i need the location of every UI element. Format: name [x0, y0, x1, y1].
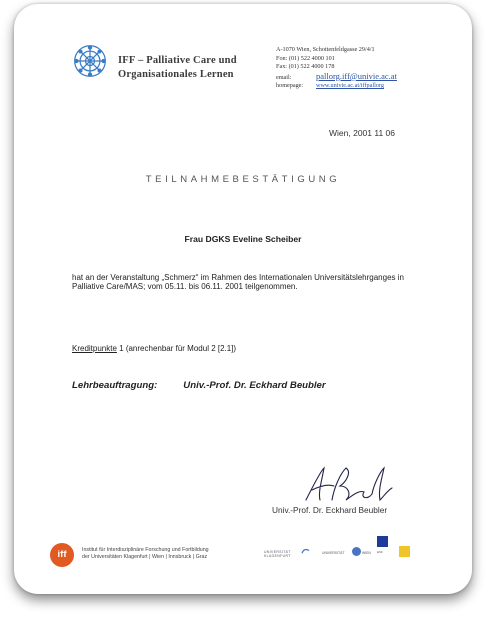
- wien-label: WIEN: [362, 551, 371, 555]
- fon-label: Fon:: [276, 54, 288, 62]
- organization-name: IFF – Palliative Care und Organisationales Lernen: [118, 55, 237, 80]
- email-link[interactable]: pallorg.iff@univie.ac.at: [316, 70, 397, 81]
- homepage-label: homepage:: [276, 82, 304, 90]
- lehr-label: Lehrbeauftragung:: [72, 380, 158, 391]
- credit-text: 1 (anrechenbar für Modul 2 [2.1]): [116, 344, 237, 353]
- fax-value: (01) 522 4000 178: [288, 63, 335, 71]
- document-page: [14, 4, 472, 594]
- address: A-1070 Wien, Schottenfeldgasse 29/4/1: [276, 46, 375, 53]
- document-date: Wien, 2001 11 06: [329, 128, 395, 138]
- credit-points: [72, 344, 236, 353]
- document-title: TEILNAHMEBESTÄTIGUNG: [145, 174, 341, 185]
- institute-text: Institut für Interdisziplinäre Forschung und Fortbildung der Universitäten Klagenfurt | Wien | Innsbruck | Graz: [82, 547, 209, 561]
- signature-name: Univ.-Prof. Dr. Eckhard Beubler: [272, 505, 388, 515]
- homepage-link[interactable]: www.univie.ac.at/iffpallorg: [316, 82, 384, 90]
- credit-label: Kreditpunkte: [72, 344, 117, 353]
- uni-wien-logo-label: UNIVERSITÄT: [322, 551, 345, 555]
- eu-label: ESF: [377, 550, 383, 554]
- lehr-value: Univ.-Prof. Dr. Eckhard Beubler: [183, 380, 326, 391]
- uni-klagenfurt-logo: UNIVERSITÄT KLAGENFURT: [264, 550, 291, 558]
- partner-yellow-logo-icon: [399, 546, 410, 557]
- eu-flag-icon: [377, 536, 388, 547]
- wave-logo-icon: [301, 548, 310, 555]
- email-label: email:: [276, 73, 292, 81]
- globe-icon: [352, 547, 361, 556]
- fax-label: Fax:: [276, 63, 288, 71]
- fon-value: (01) 522 4000 101: [288, 54, 335, 62]
- iff-logo: iff: [50, 543, 74, 567]
- contact-block: [276, 46, 397, 91]
- handwritten-signature-icon: [298, 460, 398, 506]
- recipient-name: Frau DGKS Eveline Scheiber: [184, 234, 302, 244]
- iff-floral-logo-icon: [72, 42, 108, 80]
- body-text: hat an der Veranstaltung „Schmerz“ im Rahmen des Internationalen Universitätslehrganges in Palliative Care/MAS; vom 05.11. bis 06.11. 2001 teilgenommen.: [72, 273, 404, 292]
- lehrbeauftragung: [72, 380, 326, 391]
